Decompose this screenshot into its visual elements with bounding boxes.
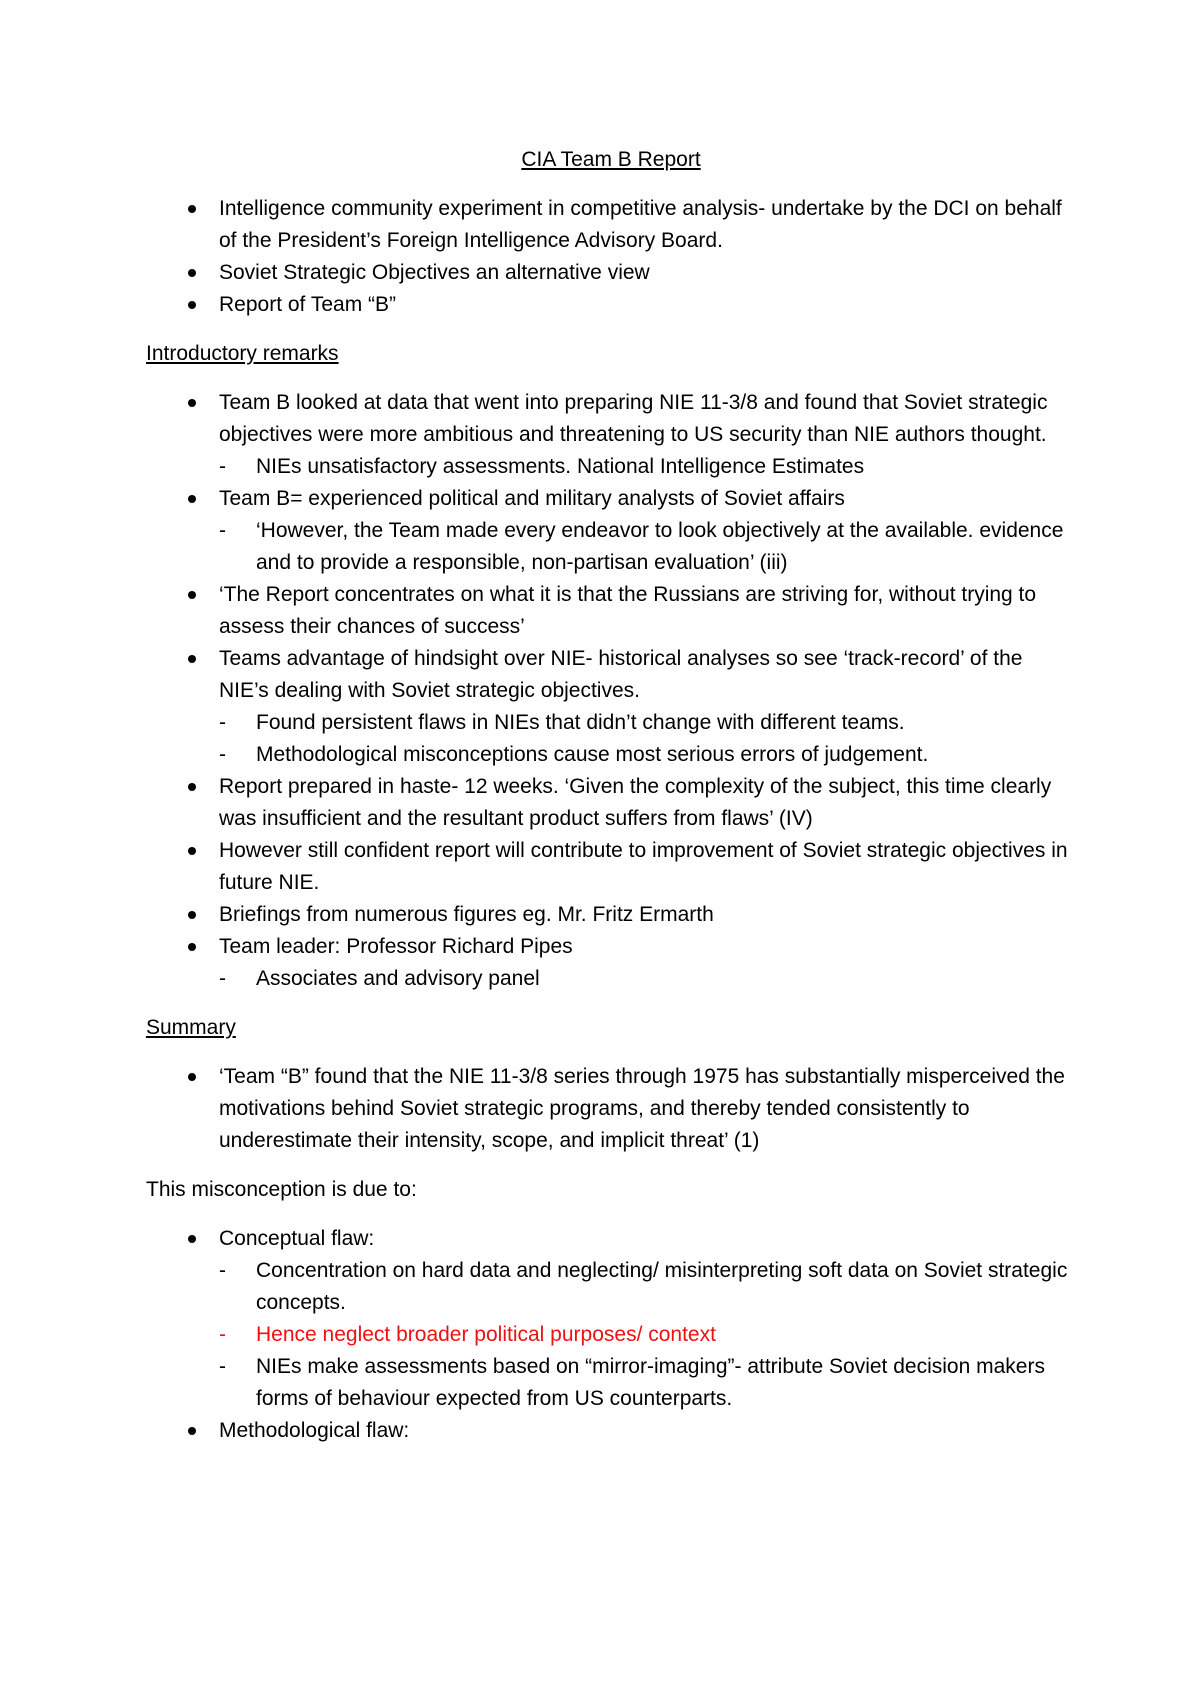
list-item: Report prepared in haste- 12 weeks. ‘Given the complexity of the subject, this time clearly was insufficient and the resultant product suffers from flaws’ (IV)	[146, 771, 1076, 835]
list-item: Soviet Strategic Objectives an alternative view	[146, 257, 1076, 289]
dash-icon: -	[219, 743, 226, 766]
sub-list-item: - Methodological misconceptions cause most serious errors of judgement.	[219, 739, 1076, 771]
list-item: Team B looked at data that went into preparing NIE 11-3/8 and found that Soviet strategic objectives were more ambitious and threatening to US security than NIE authors thought. - NIEs unsatisfactory assessments. National Intelligence Estimates	[146, 387, 1076, 483]
bullet-icon	[188, 655, 196, 663]
introductory-remarks-list	[146, 387, 1076, 995]
sub-list	[219, 451, 1076, 483]
bullet-icon	[188, 783, 196, 791]
list-item: Teams advantage of hindsight over NIE- historical analyses so see ‘track-record’ of the NIE’s dealing with Soviet strategic objectives. - Found persistent flaws in NIEs that didn’t change with different teams. - Methodological misconceptions cause most serious errors of judgement.	[146, 643, 1076, 771]
dash-icon: -	[219, 711, 226, 734]
bullet-icon	[188, 591, 196, 599]
list-item: Methodological flaw:	[146, 1415, 1076, 1447]
sub-list-item: - NIEs make assessments based on “mirror-imaging”- attribute Soviet decision makers forms of behaviour expected from US counterparts.	[219, 1351, 1076, 1415]
intro-bullet-list	[146, 193, 1076, 321]
list-item: Team B= experienced political and military analysts of Soviet affairs - ‘However, the Team made every endeavor to look objectively at the available. evidence and to provide a responsible, non-partisan evaluation’ (iii)	[146, 483, 1076, 579]
bullet-icon	[188, 847, 196, 855]
misconception-lead: This misconception is due to:	[146, 1178, 417, 1201]
sub-list-item: - Found persistent flaws in NIEs that didn’t change with different teams.	[219, 707, 1076, 739]
sub-list-item: - Associates and advisory panel	[219, 963, 1076, 995]
bullet-icon	[188, 943, 196, 951]
sub-list	[219, 1255, 1076, 1415]
sub-list-item: - ‘However, the Team made every endeavor to look objectively at the available. evidence and to provide a responsible, non-partisan evaluation’ (iii)	[219, 515, 1076, 579]
list-item: However still confident report will contribute to improvement of Soviet strategic objectives in future NIE.	[146, 835, 1076, 899]
sub-list	[219, 515, 1076, 579]
dash-icon: -	[219, 1259, 226, 1282]
sub-list-item: - Concentration on hard data and neglecting/ misinterpreting soft data on Soviet strategic concepts.	[219, 1255, 1076, 1319]
bullet-icon	[188, 1235, 196, 1243]
document-body	[146, 144, 1076, 1464]
dash-icon: -	[219, 1355, 226, 1378]
bullet-icon	[188, 205, 196, 213]
summary-heading: Summary	[146, 1016, 236, 1039]
summary-list	[146, 1061, 1076, 1157]
bullet-icon	[188, 1427, 196, 1435]
sub-list	[219, 707, 1076, 771]
list-item: ‘The Report concentrates on what it is that the Russians are striving for, without trying to assess their chances of success’	[146, 579, 1076, 643]
dash-icon: -	[219, 1323, 226, 1346]
misconception-list	[146, 1223, 1076, 1447]
dash-icon: -	[219, 967, 226, 990]
dash-icon: -	[219, 519, 226, 542]
dash-icon: -	[219, 455, 226, 478]
document-title: CIA Team B Report	[521, 148, 701, 171]
list-item: Conceptual flaw: - Concentration on hard data and neglecting/ misinterpreting soft data on Soviet strategic concepts. - Hence neglect broader political purposes/ context - NIEs make assessments based on “mirror-imaging”- attribute Soviet decision makers forms of behaviour expected from US counterparts.	[146, 1223, 1076, 1415]
bullet-icon	[188, 495, 196, 503]
list-item: ‘Team “B” found that the NIE 11-3/8 series through 1975 has substantially misperceived the motivations behind Soviet strategic programs, and thereby tended consistently to underestimate their intensity, scope, and implicit threat’ (1)	[146, 1061, 1076, 1157]
list-item: Intelligence community experiment in competitive analysis- undertake by the DCI on behalf of the President’s Foreign Intelligence Advisory Board.	[146, 193, 1076, 257]
highlighted-sub-list-item: - Hence neglect broader political purposes/ context	[219, 1319, 1076, 1351]
sub-list-item: - NIEs unsatisfactory assessments. National Intelligence Estimates	[219, 451, 1076, 483]
bullet-icon	[188, 269, 196, 277]
list-item: Report of Team “B”	[146, 289, 1076, 321]
bullet-icon	[188, 399, 196, 407]
list-item: Team leader: Professor Richard Pipes - Associates and advisory panel	[146, 931, 1076, 995]
bullet-icon	[188, 911, 196, 919]
introductory-remarks-heading: Introductory remarks	[146, 342, 339, 365]
sub-list	[219, 963, 1076, 995]
bullet-icon	[188, 1073, 196, 1081]
list-item: Briefings from numerous figures eg. Mr. Fritz Ermarth	[146, 899, 1076, 931]
bullet-icon	[188, 301, 196, 309]
